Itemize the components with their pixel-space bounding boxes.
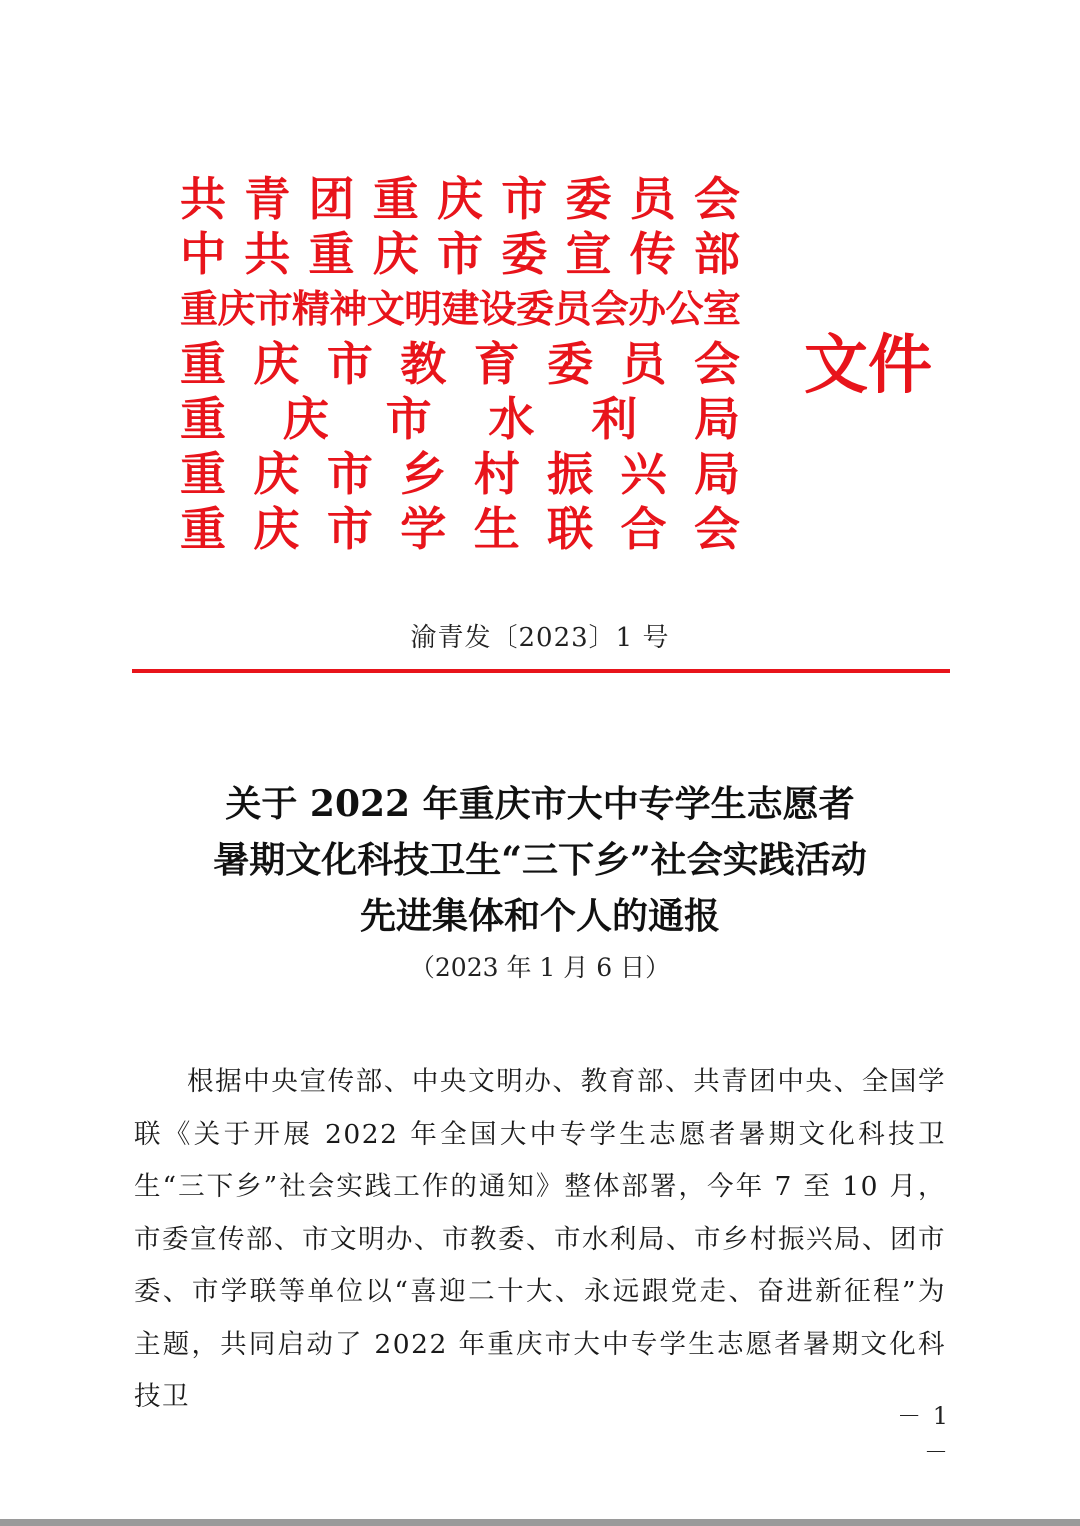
title-line: 暑期文化科技卫生“三下乡”社会实践活动	[213, 839, 867, 881]
issuer-line: 重 庆 市 学 生 联 合 会	[180, 502, 740, 556]
issuer-line: 重 庆 市 精 神 文 明 建 设 委 员 会 办 公 室	[180, 287, 740, 331]
title-line: 关于 2022 年重庆市大中专学生志愿者	[225, 783, 855, 825]
red-divider-line	[132, 669, 950, 673]
document-title	[100, 776, 980, 988]
issuer-line: 重 庆 市 乡 村 振 兴 局	[180, 447, 740, 501]
issuer-line: 重 庆 市 水 利 局	[180, 392, 740, 446]
document-type-label: 文件	[804, 329, 932, 403]
issue-date: （2023 年 1 月 6 日）	[409, 953, 671, 982]
issuer-line: 中 共 重 庆 市 委 宣 传 部	[180, 227, 740, 281]
document-number: 渝青发〔2023〕1 号	[410, 623, 670, 653]
body-paragraph: 根据中央宣传部、中央文明办、教育部、共青团中央、全国学联《关于开展 2022 年全国大中专学生志愿者暑期文化科技卫生“三下乡”社会实践工作的通知》整体部署，今年 7 至 10 月，市委宣传部、市文明办、市教委、市水利局、市乡村振兴局、团市委、市学联等单位以“喜迎二十大、永远跟党走、奋进新征程”为主题，共同启动了 2022 年重庆市大中专学生志愿者暑期文化科技卫	[134, 1066, 946, 1412]
issuer-line: 重 庆 市 教 育 委 员 会	[180, 337, 740, 391]
page-number: － 1 －	[897, 1402, 950, 1466]
issuer-list	[180, 172, 740, 557]
bottom-edge-bar	[0, 1519, 1080, 1526]
title-line: 先进集体和个人的通报	[359, 895, 720, 937]
issuer-line: 共 青 团 重 庆 市 委 员 会	[180, 172, 740, 226]
